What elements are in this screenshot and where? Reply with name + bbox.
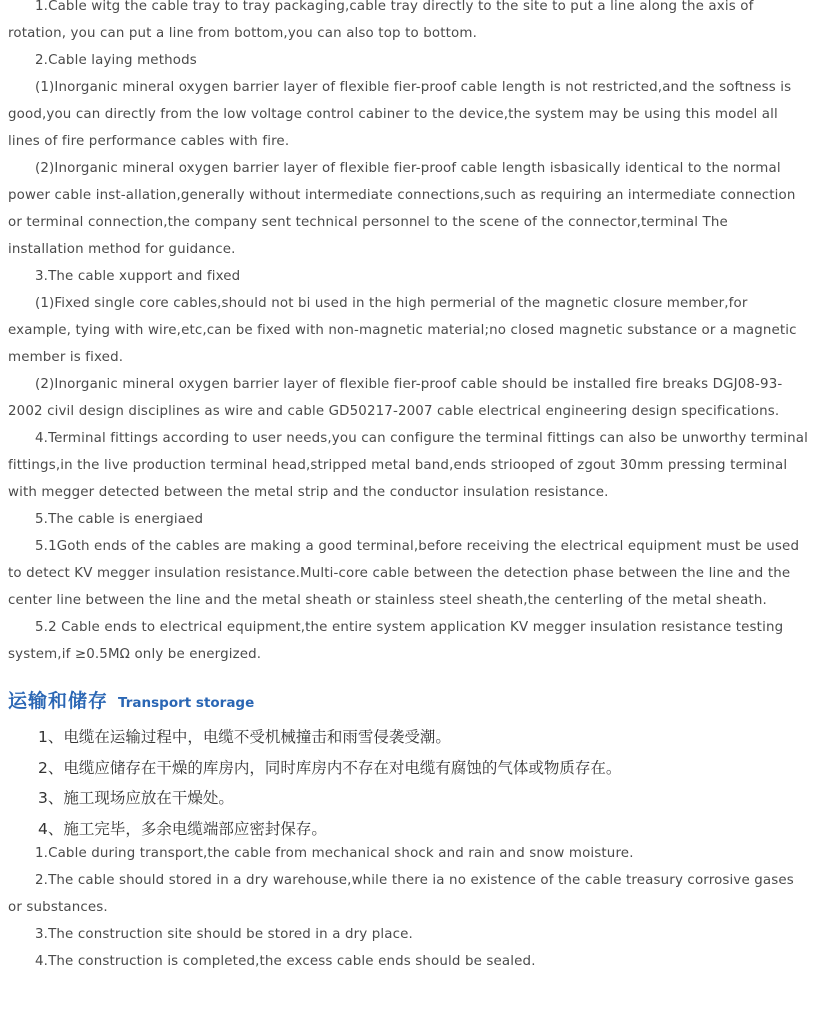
paragraph-terminal-fittings: 4.Terminal fittings according to user needs,you can configure the terminal fittings can also be unworthy terminal fittings,in the live production terminal head,stripped metal band,ends striooped of zgout 30mm pressing terminal with megger detected between the metal strip and the conductor insulation resistance. <box>8 431 808 500</box>
list-item: 4、施工完毕，多余电缆端部应密封保存。 <box>38 819 327 838</box>
paragraph-energized-1: 5.1Goth ends of the cables are making a good terminal,before receiving the electrical equipment must be used to detect KV megger insulation resistance.Multi-core cable between the detection phase between the line and the center line between the line and the metal sheath or stainless steel sheath,the centerling of the metal sheath. <box>8 539 800 608</box>
list-item: 4.The construction is completed,the excess cable ends should be sealed. <box>35 954 536 969</box>
paragraph-support-2: (2)Inorganic mineral oxygen barrier layer of flexible fier-proof cable should be installed fire breaks DGJ08-93-2002 civil design disciplines as wire and cable GD50217-2007 cable electrical engineering design specifications. <box>8 377 783 419</box>
paragraph-support-1: (1)Fixed single core cables,should not bi used in the high permerial of the magnetic closure member,for example, tying with wire,etc,can be fixed with non-magnetic material;no closed magnetic substance or a magnetic member is fixed. <box>8 296 797 365</box>
list-item: 3、施工现场应放在干燥处。 <box>38 789 234 808</box>
list-item: 2.The cable should stored in a dry warehouse,while there ia no existence of the cable treasury corrosive gases or substances. <box>8 873 794 915</box>
heading-support-fixed: 3.The cable xupport and fixed <box>35 269 241 284</box>
list-item: 1.Cable during transport,the cable from mechanical shock and rain and snow moisture. <box>35 846 634 861</box>
paragraph-laying-1: (1)Inorganic mineral oxygen barrier layer of flexible fier-proof cable length is not restricted,and the softness is good,you can directly from the low voltage control cabiner to the device,the system may be using this model all lines of fire performance cables with fire. <box>8 80 792 149</box>
paragraph-cable-tray: 1.Cable witg the cable tray to tray packaging,cable tray directly to the site to put a line along the axis of rotation, you can put a line from bottom,you can also top to bottom. <box>8 0 754 41</box>
paragraph-laying-2: (2)Inorganic mineral oxygen barrier layer of flexible fier-proof cable length isbasically identical to the normal power cable inst-allation,generally without intermediate connections,such as requiring an intermediate connection or terminal connection,the company sent technical personnel to the scene of the connector,terminal The installation method for guidance. <box>8 161 796 257</box>
heading-laying-methods: 2.Cable laying methods <box>35 53 197 68</box>
list-item: 3.The construction site should be stored in a dry place. <box>35 927 413 942</box>
section-heading <box>8 686 808 714</box>
intro-section <box>8 0 808 668</box>
section-title-en: Transport storage <box>118 695 255 711</box>
list-item: 2、电缆应储存在干燥的库房内，同时库房内不存在对电缆有腐蚀的气体或物质存在。 <box>38 758 622 777</box>
list-item: 1、电缆在运输过程中，电缆不受机械撞击和雨雪侵袭受潮。 <box>38 728 451 746</box>
section-title-cn: 运输和储存 <box>8 690 109 712</box>
english-list <box>8 840 808 975</box>
heading-energized: 5.The cable is energiaed <box>35 512 204 527</box>
paragraph-energized-2: 5.2 Cable ends to electrical equipment,the entire system application KV megger insulation resistance testing system,if ≥0.5MΩ only be energized. <box>8 620 784 662</box>
chinese-list <box>38 722 808 844</box>
